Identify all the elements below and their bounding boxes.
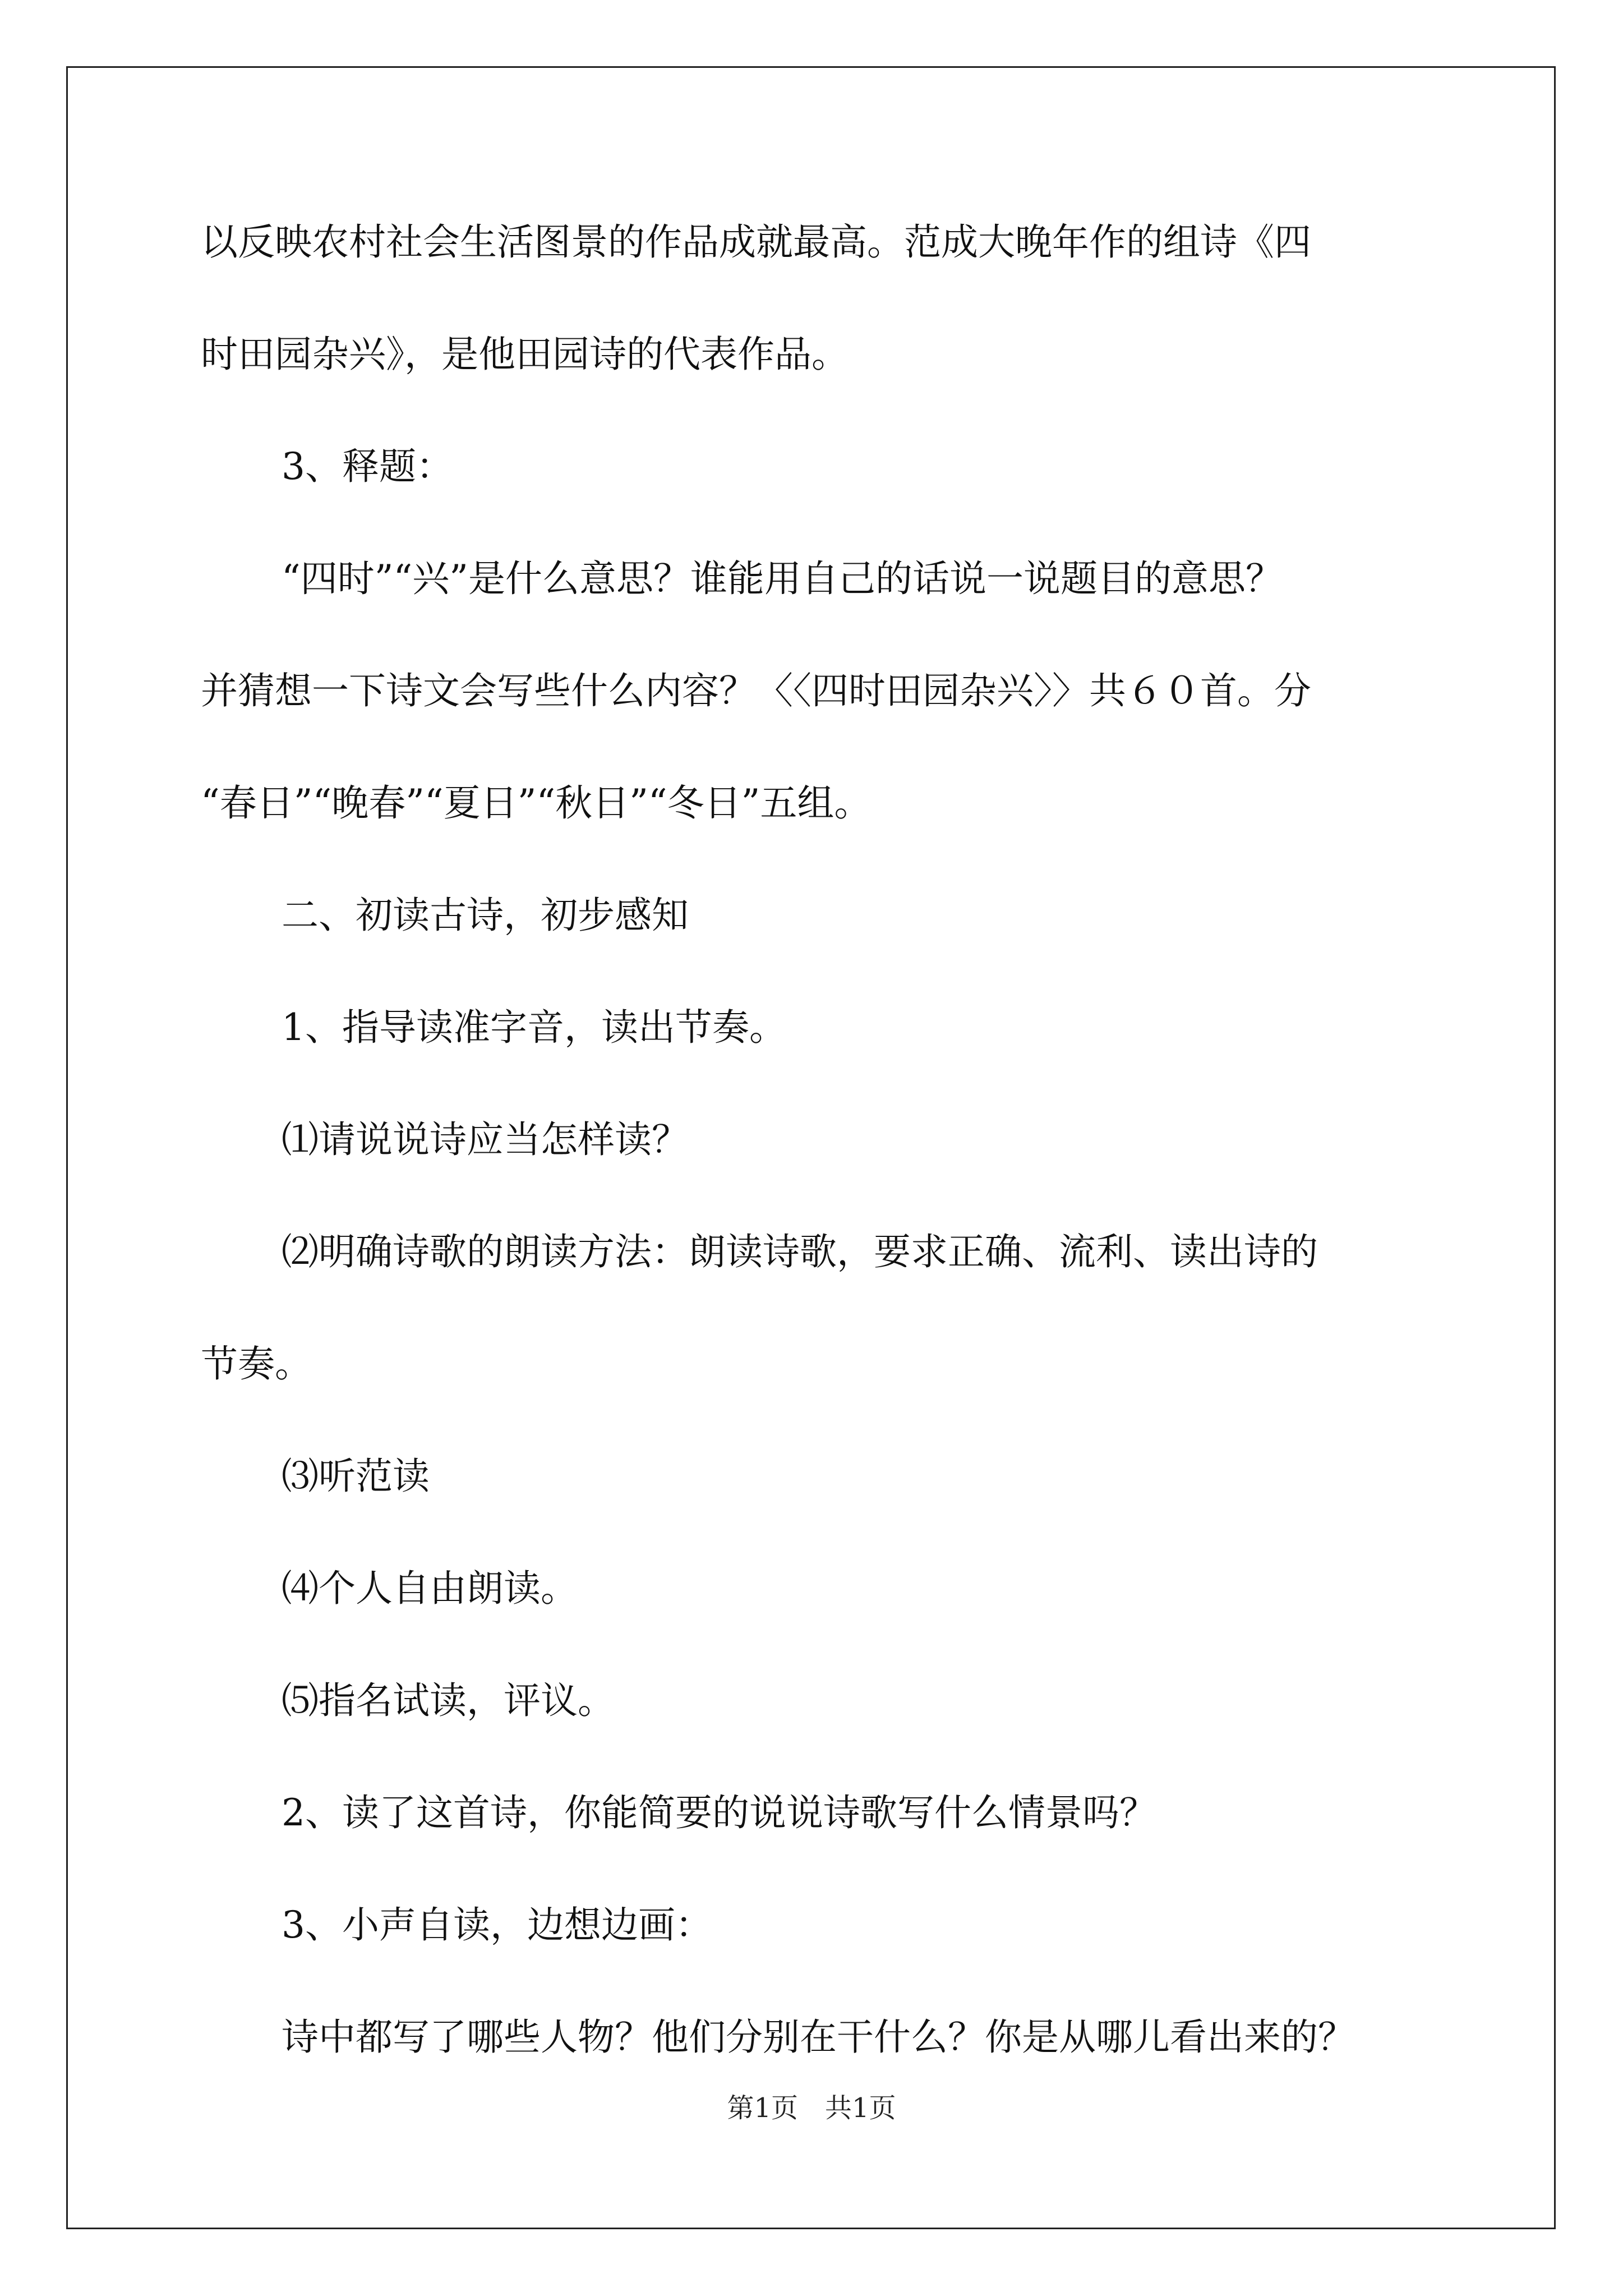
paragraph <box>201 552 1429 830</box>
text-line: 3、释题： <box>282 445 453 488</box>
text-line: ⑸指名试读，评议。 <box>282 1679 615 1722</box>
text-line: ⑷个人自由朗读。 <box>282 1567 578 1610</box>
paragraph <box>201 2010 1429 2064</box>
paragraph <box>201 440 1429 494</box>
paragraph <box>201 215 1429 381</box>
paragraph <box>201 1450 1429 1503</box>
text-line: 3、小声自读，边想边画： <box>282 1903 712 1947</box>
text-line: ⑶听范读 <box>282 1455 430 1498</box>
text-line: “春日”“晚春”“夏日”“秋日”“冬日”五组。 <box>201 781 872 825</box>
text-line: 并猜想一下诗文会写些什么内容？〈〈四时田园杂兴〉〉共６０首。分 <box>201 669 1311 712</box>
paragraph <box>201 1786 1429 1840</box>
text-line: 以反映农村社会生活图景的作品成就最高。范成大晚年作的组诗《四 <box>201 220 1311 264</box>
text-line: 诗中都写了哪些人物？他们分别在干什么？你是从哪儿看出来的？ <box>282 2016 1355 2059</box>
text-line: 2、读了这首诗，你能简要的说说诗歌写什么情景吗？ <box>282 1791 1156 1834</box>
text-line: “四时”“兴”是什么意思？谁能用自己的话说一说题目的意思？ <box>282 557 1283 600</box>
text-line: 时田园杂兴》，是他田园诗的代表作品。 <box>201 333 849 376</box>
text-line: 节奏。 <box>201 1342 312 1386</box>
paragraph <box>201 1113 1429 1167</box>
text-line: 1、指导读准字音，读出节奏。 <box>282 1006 786 1049</box>
text-line: ⑵明确诗歌的朗读方法：朗读诗歌，要求正确、流利、读出诗的 <box>282 1230 1318 1273</box>
paragraph <box>201 1674 1429 1728</box>
text-line: ⑴请说说诗应当怎样读？ <box>282 1118 689 1161</box>
paragraph <box>201 889 1429 942</box>
section-heading: 二、初读古诗，初步感知 <box>282 894 689 937</box>
paragraph <box>201 1001 1429 1055</box>
document-body <box>201 215 1429 2064</box>
paragraph <box>201 1225 1429 1391</box>
paragraph <box>201 1562 1429 1616</box>
page-number-footer: 第1页 共1页 <box>727 2092 896 2124</box>
paragraph <box>201 1898 1429 1952</box>
